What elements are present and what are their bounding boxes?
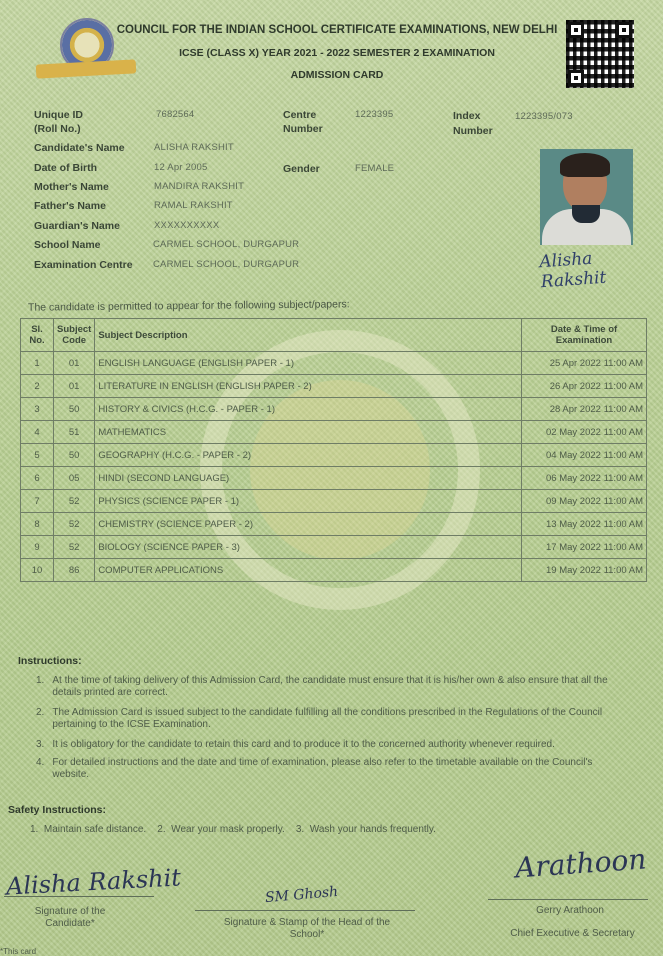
cell-subject-description: GEOGRAPHY (H.C.G. - PAPER - 2) — [95, 444, 522, 467]
table-header-row — [21, 319, 647, 352]
head-signature: SM Ghosh — [264, 883, 339, 907]
school-label: School Name — [34, 239, 101, 251]
cell-subject-description: LITERATURE IN ENGLISH (ENGLISH PAPER - 2) — [95, 375, 522, 398]
photo-signature: Alisha Rakshit — [538, 248, 607, 293]
candidate-sig-caption: Signature of the Candidate* — [34, 906, 106, 929]
chief-signature: Arathoon — [514, 842, 648, 885]
mother-value: MANDIRA RAKSHIT — [154, 181, 245, 192]
table-row — [21, 536, 647, 559]
cell-sl-no: 7 — [21, 490, 54, 513]
mother-label: Mother's Name — [34, 181, 109, 193]
cell-subject-description: PHYSICS (SCIENCE PAPER - 1) — [95, 490, 522, 513]
header-subject-code: Subject Code — [54, 319, 95, 352]
cell-date-time: 19 May 2022 11:00 AM — [522, 559, 647, 582]
exam-centre-label: Examination Centre — [34, 259, 133, 271]
header-subject-description: Subject Description — [95, 319, 522, 352]
roll-no-label: (Roll No.) — [34, 123, 81, 135]
table-row — [21, 490, 647, 513]
header-sl-no: Sl. No. — [21, 319, 54, 352]
cell-date-time: 17 May 2022 11:00 AM — [522, 536, 647, 559]
cell-subject-code: 86 — [54, 559, 95, 582]
instruction-item: 1. At the time of taking delivery of this Admission Card, the candidate must ensure that it is his/her own & also ensure that all the details printed are correct. — [36, 675, 608, 698]
cell-subject-code: 52 — [54, 536, 95, 559]
head-sig-caption: Signature & Stamp of the Head of the School* — [223, 917, 391, 940]
cell-sl-no: 1 — [21, 352, 54, 375]
cell-subject-description: BIOLOGY (SCIENCE PAPER - 3) — [95, 536, 522, 559]
index-number-label: Number — [453, 125, 493, 137]
cell-date-time: 13 May 2022 11:00 AM — [522, 513, 647, 536]
footnote: *This card — [0, 947, 37, 956]
cell-date-time: 02 May 2022 11:00 AM — [522, 421, 647, 444]
cell-subject-code: 50 — [54, 444, 95, 467]
subjects-table — [20, 318, 647, 582]
exam-title: ICSE (CLASS X) YEAR 2021 - 2022 SEMESTER 2 EXAMINATION — [179, 47, 495, 59]
gender-value: FEMALE — [355, 163, 395, 174]
table-row — [21, 559, 647, 582]
unique-id-value: 7682564 — [156, 109, 195, 120]
table-row — [21, 467, 647, 490]
table-row — [21, 352, 647, 375]
cell-date-time: 25 Apr 2022 11:00 AM — [522, 352, 647, 375]
centre-label: Centre — [283, 109, 317, 121]
guardian-value: XXXXXXXXXX — [154, 220, 220, 231]
cell-sl-no: 9 — [21, 536, 54, 559]
cell-date-time: 28 Apr 2022 11:00 AM — [522, 398, 647, 421]
instructions-list — [36, 675, 626, 781]
safety-title: Safety Instructions: — [8, 804, 107, 816]
cell-sl-no: 10 — [21, 559, 54, 582]
exam-centre-value: CARMEL SCHOOL, DURGAPUR — [153, 259, 300, 270]
cell-sl-no: 5 — [21, 444, 54, 467]
cell-sl-no: 2 — [21, 375, 54, 398]
head-sig-line — [195, 910, 415, 911]
cell-date-time: 04 May 2022 11:00 AM — [522, 444, 647, 467]
permitted-text: The candidate is permitted to appear for the following subject/papers: — [27, 298, 350, 314]
cell-sl-no: 3 — [21, 398, 54, 421]
cell-subject-code: 01 — [54, 375, 95, 398]
instruction-item: 4. For detailed instructions and the date and time of examination, please also refer to the timetable available on the Council's website. — [36, 757, 593, 780]
chief-sig-line — [488, 899, 648, 900]
cell-subject-code: 51 — [54, 421, 95, 444]
cell-sl-no: 4 — [21, 421, 54, 444]
candidate-signature: Alisha Rakshit — [5, 863, 182, 901]
candidate-label: Candidate's Name — [34, 142, 125, 154]
cell-date-time: 26 Apr 2022 11:00 AM — [522, 375, 647, 398]
candidate-value: ALISHA RAKSHIT — [154, 142, 234, 153]
safety-text: 1. Maintain safe distance. 2. Wear your mask properly. 3. Wash your hands frequently. — [30, 824, 436, 835]
instruction-item: 3. It is obligatory for the candidate to retain this card and to produce it to the concerned authority whenever required. — [36, 739, 555, 750]
school-value: CARMEL SCHOOL, DURGAPUR — [153, 239, 300, 250]
cell-subject-code: 52 — [54, 513, 95, 536]
table-row — [21, 375, 647, 398]
gender-label: Gender — [283, 163, 320, 175]
cell-sl-no: 8 — [21, 513, 54, 536]
cell-subject-code: 01 — [54, 352, 95, 375]
dob-label: Date of Birth — [34, 162, 97, 174]
cell-subject-description: CHEMISTRY (SCIENCE PAPER - 2) — [95, 513, 522, 536]
header-date-time: Date & Time of Examination — [522, 319, 647, 352]
cell-subject-description: MATHEMATICS — [95, 421, 522, 444]
table-row — [21, 398, 647, 421]
guardian-label: Guardian's Name — [34, 220, 120, 232]
instructions-title: Instructions: — [18, 655, 82, 667]
table-row — [21, 444, 647, 467]
cell-subject-description: ENGLISH LANGUAGE (ENGLISH PAPER - 1) — [95, 352, 522, 375]
cell-sl-no: 6 — [21, 467, 54, 490]
card-title: ADMISSION CARD — [290, 69, 384, 81]
cell-date-time: 06 May 2022 11:00 AM — [522, 467, 647, 490]
instruction-item: 2. The Admission Card is issued subject to the candidate fulfilling all the conditions prescribed in the Regulations of the Council pertaining to the ICSE Examination. — [36, 707, 603, 730]
cell-subject-code: 50 — [54, 398, 95, 421]
chief-name: Gerry Arathoon — [536, 905, 604, 916]
dob-value: 12 Apr 2005 — [154, 162, 208, 173]
candidate-photo — [540, 149, 633, 245]
cell-subject-description: HINDI (SECOND LANGUAGE) — [95, 467, 522, 490]
index-value: 1223395/073 — [515, 111, 573, 122]
index-label: Index — [453, 110, 481, 122]
cell-subject-code: 05 — [54, 467, 95, 490]
qr-code — [566, 20, 634, 88]
table-row — [21, 513, 647, 536]
cell-subject-description: COMPUTER APPLICATIONS — [95, 559, 522, 582]
cell-date-time: 09 May 2022 11:00 AM — [522, 490, 647, 513]
centre-number-label: Number — [283, 123, 323, 135]
unique-id-label: Unique ID — [34, 109, 83, 121]
centre-value: 1223395 — [355, 109, 394, 120]
chief-title: Chief Executive & Secretary — [510, 928, 635, 939]
cell-subject-code: 52 — [54, 490, 95, 513]
father-value: RAMAL RAKSHIT — [154, 200, 233, 211]
candidate-sig-line — [4, 896, 154, 897]
table-row — [21, 421, 647, 444]
father-label: Father's Name — [34, 200, 106, 212]
cell-subject-description: HISTORY & CIVICS (H.C.G. - PAPER - 1) — [95, 398, 522, 421]
council-title: COUNCIL FOR THE INDIAN SCHOOL CERTIFICATE EXAMINATIONS, NEW DELHI — [116, 24, 558, 36]
